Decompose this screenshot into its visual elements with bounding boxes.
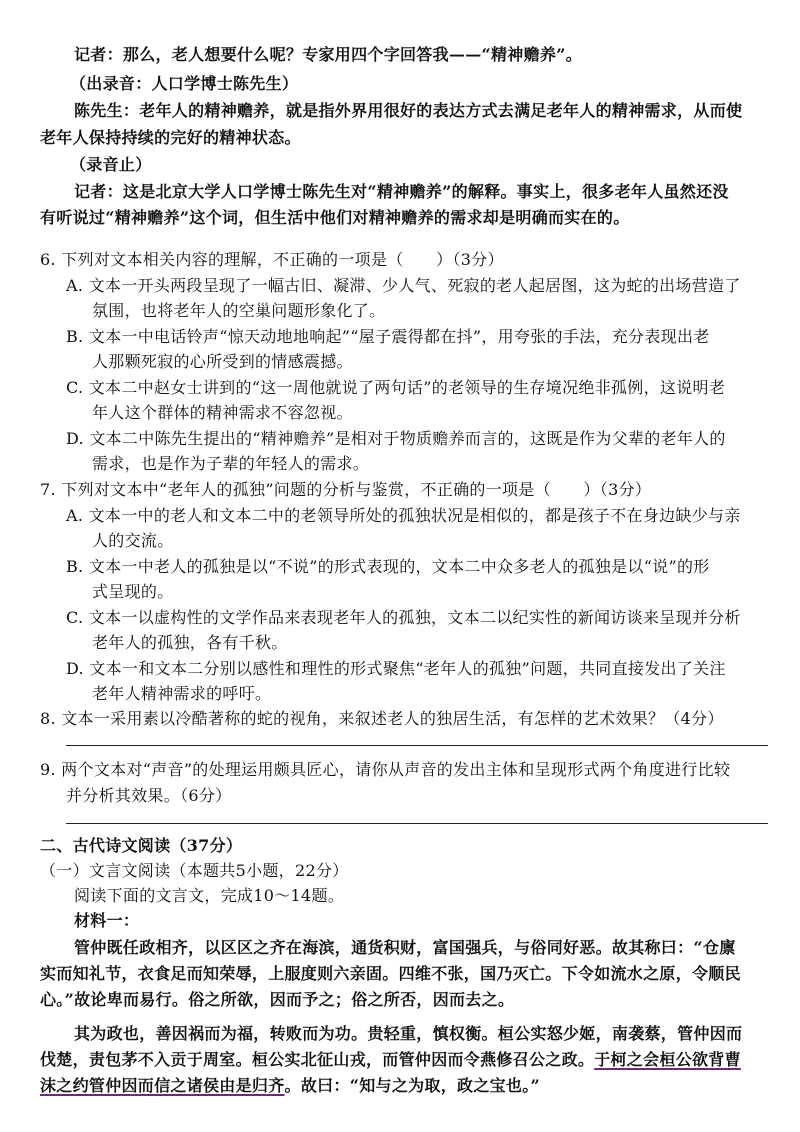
underlined-sentence-part1: 于柯之会桓公欲背曹 bbox=[594, 1050, 741, 1069]
passage-para1-line3: 心。”故论卑而易行。俗之所欲，因而予之；俗之所否，因而去之。 bbox=[40, 990, 515, 1009]
question-7-option-b-cont: 式呈现的。 bbox=[92, 582, 174, 601]
material-1-label: 材料一： bbox=[74, 911, 140, 930]
question-7-option-d-cont: 老年人精神需求的呼吁。 bbox=[92, 684, 272, 703]
question-6-option-a: A. 文本一开头两段呈现了一幅古旧、凝滞、少人气、死寂的老人起居图，这为蛇的出场营造了 bbox=[66, 276, 741, 295]
reading-instruction: 阅读下面的文言文，完成10～14题。 bbox=[74, 886, 345, 905]
question-7-option-c-cont: 老年人的孤独，各有千秋。 bbox=[92, 633, 288, 652]
question-7-stem: 7. 下列对文本中“老年人的孤独”问题的分析与鉴赏，不正确的一项是（ ）（3分） bbox=[40, 480, 652, 499]
question-6-option-d-cont: 需求，也是作为子辈的年轻人的需求。 bbox=[92, 454, 370, 473]
question-9-stem-cont: 并分析其效果。（6分） bbox=[66, 786, 232, 805]
passage-para1-line2: 实而知礼节，衣食足而知荣辱，上服度则六亲固。四维不张，国乃灭亡。下令如流水之原，令顺民 bbox=[40, 964, 741, 983]
passage-para2-line2 bbox=[40, 1050, 741, 1070]
passage-para2-line3 bbox=[40, 1076, 540, 1096]
question-6-option-a-cont: 氛围，也将老年人的空巢问题形象化了。 bbox=[92, 301, 386, 320]
underlined-sentence-part2: 沫之约管仲因而信之诸侯由是归齐 bbox=[40, 1076, 285, 1095]
question-7-option-a: A. 文本一中的老人和文本二中的老领导所处的孤独状况是相似的，都是孩子不在身边缺少与亲 bbox=[66, 506, 741, 525]
chen-line-1: 陈先生：老年人的精神赡养，就是指外界用很好的表达方式去满足老年人的精神需求，从而使 bbox=[74, 101, 743, 120]
chen-line-2: 老年人保持持续的完好的精神状态。 bbox=[40, 128, 301, 147]
question-8-stem: 8. 文本一采用素以冷酷著称的蛇的视角，来叙述老人的独居生活，有怎样的艺术效果？（4分） bbox=[40, 709, 724, 728]
passage-para1-line1: 管仲既任政相齐，以区区之齐在海滨，通货积财，富国强兵，与俗同好恶。故其称曰：“仓廪 bbox=[74, 938, 736, 957]
recording-stop-note: （录音止） bbox=[70, 155, 152, 174]
question-6-option-c: C. 文本二中赵女士讲到的“这一周他就说了两句话”的老领导的生存境况绝非孤例，这说明老 bbox=[66, 378, 726, 397]
reporter-line-3: 有听说过“精神赡养”这个词，但生活中他们对精神赡养的需求却是明确而实在的。 bbox=[40, 208, 630, 227]
section-2-title: 二、古代诗文阅读（37分） bbox=[40, 836, 243, 855]
question-7-option-c: C. 文本一以虚构性的文学作品来表现老年人的孤独，文本二以纪实性的新闻访谈来呈现并分析 bbox=[66, 608, 741, 627]
question-6-option-c-cont: 年人这个群体的精神需求不容忽视。 bbox=[92, 403, 353, 422]
passage-para2-line1: 其为政也，善因祸而为福，转败而为功。贵轻重，慎权衡。桓公实怒少姬，南袭蔡，管仲因而 bbox=[74, 1024, 743, 1043]
question-6-option-b: B. 文本一中电话铃声“惊天动地地响起”“屋子震得都在抖”，用夸张的手法，充分表现出老 bbox=[66, 327, 710, 346]
reporter-line-2: 记者：这是北京大学人口学博士陈先生对“精神赡养”的解释。事实上，很多老年人虽然还没 bbox=[74, 182, 729, 201]
question-7-option-b: B. 文本一中老人的孤独是以“不说”的形式表现的，文本二中众多老人的孤独是以“说”的形 bbox=[66, 557, 710, 576]
question-6-option-b-cont: 人那颗死寂的心所受到的情感震撼。 bbox=[92, 352, 353, 371]
recording-start-note: （出录音：人口学博士陈先生） bbox=[70, 74, 299, 93]
question-7-option-a-cont: 人的交流。 bbox=[92, 531, 174, 550]
question-6-option-d: D. 文本二中陈先生提出的“精神赡养”是相对于物质赡养而言的，这既是作为父辈的老年人的 bbox=[66, 429, 726, 448]
answer-line-q8 bbox=[66, 745, 768, 746]
subsection-1-title: （一）文言文阅读（本题共5小题，22分） bbox=[40, 861, 349, 880]
reporter-line-1: 记者：那么，老人想要什么呢？专家用四个字回答我——“精神赡养”。 bbox=[74, 45, 583, 64]
question-9-stem: 9. 两个文本对“声音”的处理运用颇具匠心，请你从声音的发出主体和呈现形式两个角度进行比较 bbox=[40, 760, 731, 779]
question-6-stem: 6. 下列对文本相关内容的理解，不正确的一项是（ ）（3分） bbox=[40, 250, 504, 269]
answer-line-q9 bbox=[66, 823, 768, 824]
passage-para2-line3-text: 。故曰：“知与之为取，政之宝也。” bbox=[284, 1076, 541, 1095]
passage-para2-line2-text: 伐楚，责包茅不入贡于周室。桓公实北征山戎，而管仲因而令燕修召公之政。 bbox=[40, 1050, 595, 1069]
question-7-option-d: D. 文本一和文本二分别以感性和理性的形式聚焦“老年人的孤独”问题，共同直接发出了关注 bbox=[66, 659, 726, 678]
